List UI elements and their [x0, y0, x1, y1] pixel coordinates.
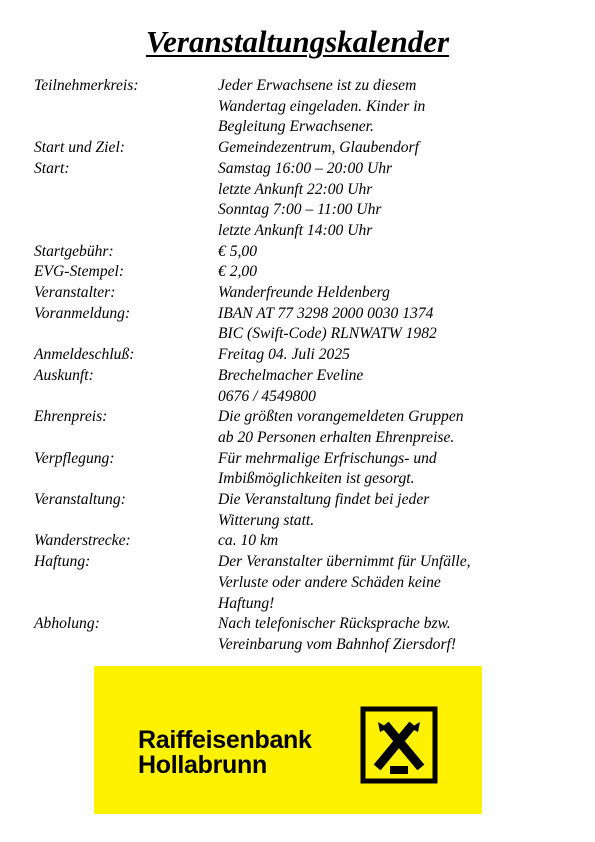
detail-value [218, 159, 574, 242]
detail-value [218, 449, 574, 490]
detail-row [34, 449, 574, 490]
detail-row [34, 407, 574, 448]
detail-value [218, 345, 574, 366]
detail-value [218, 262, 574, 283]
detail-value [218, 531, 574, 552]
detail-value-line: Imbißmöglichkeiten ist gesorgt. [218, 470, 415, 488]
sponsor-name-line2: Hollabrunn [138, 751, 267, 779]
detail-value-line: BIC (Swift-Code) RLNWATW 1982 [218, 325, 437, 343]
detail-value-line: Samstag 16:00 – 20:00 Uhr [218, 159, 393, 177]
detail-row [34, 138, 574, 159]
detail-value-line: Freitag 04. Juli 2025 [218, 346, 350, 364]
detail-value-line: letzte Ankunft 14:00 Uhr [218, 221, 373, 239]
sponsor-name [138, 728, 312, 778]
detail-value [218, 138, 574, 159]
detail-row [34, 262, 574, 283]
detail-value [218, 76, 574, 138]
detail-value-line: letzte Ankunft 22:00 Uhr [218, 180, 373, 198]
detail-value-line: Begleitung Erwachsener. [218, 118, 374, 136]
detail-label: Teilnehmerkreis: [34, 77, 139, 94]
detail-row [34, 159, 574, 242]
detail-value-line: IBAN AT 77 3298 2000 0030 1374 [218, 304, 434, 322]
detail-label: Voranmeldung: [34, 304, 131, 322]
detail-value-line: Witterung statt. [218, 511, 315, 529]
detail-value [218, 366, 574, 407]
sponsor-banner [94, 666, 482, 814]
detail-row [34, 304, 574, 345]
detail-value-line: Der Veranstalter übernimmt für Unfälle, [218, 553, 471, 571]
detail-value-line: Für mehrmalige Erfrischungs- und [218, 449, 437, 467]
detail-value-line: Gemeindezentrum, Glaubendorf [218, 139, 419, 157]
detail-label: Abholung: [34, 615, 100, 633]
detail-value-line: Wanderfreunde Heldenberg [218, 284, 390, 302]
detail-label: Wanderstrecke: [34, 532, 131, 550]
detail-label: Haftung: [34, 553, 91, 571]
detail-row [34, 552, 574, 614]
event-details [34, 76, 574, 656]
detail-label: Veranstalter: [34, 284, 116, 302]
detail-label: EVG-Stempel: [34, 263, 125, 281]
detail-value-line: Brechelmacher Eveline [218, 366, 364, 384]
detail-value-line: Die größten vorangemeldeten Gruppen [218, 408, 464, 426]
detail-row [34, 614, 574, 655]
detail-value [218, 283, 574, 304]
detail-row [34, 345, 574, 366]
detail-label: Anmeldeschluß: [34, 346, 135, 364]
sponsor-name-line1: Raiffeisenbank [138, 726, 312, 754]
detail-row [34, 366, 574, 407]
detail-label: Startgebühr: [34, 242, 114, 260]
detail-row [34, 490, 574, 531]
detail-row [34, 531, 574, 552]
detail-value-line: Nach telefonischer Rücksprache bzw. [218, 615, 451, 633]
page-title: Veranstaltungskalender [145, 24, 450, 59]
detail-value [218, 614, 574, 655]
detail-value-line: ab 20 Personen erhalten Ehrenpreise. [218, 428, 455, 446]
detail-value-line: Verluste oder andere Schäden keine [218, 573, 441, 591]
detail-value [218, 490, 574, 531]
detail-label: Verpflegung: [34, 449, 115, 467]
detail-value-line: Sonntag 7:00 – 11:00 Uhr [218, 201, 382, 219]
detail-value-line: Jeder Erwachsene ist zu diesem [218, 77, 417, 94]
detail-row [34, 76, 574, 138]
detail-label: Veranstaltung: [34, 491, 126, 509]
detail-value-line: Wandertag eingeladen. Kinder in [218, 97, 426, 115]
detail-row [34, 242, 574, 263]
detail-row [34, 283, 574, 304]
detail-value [218, 552, 574, 614]
detail-label: Ehrenpreis: [34, 408, 108, 426]
raiffeisen-logo-icon [360, 706, 438, 784]
detail-value [218, 242, 574, 263]
detail-label: Start und Ziel: [34, 139, 125, 157]
detail-value-line: Die Veranstaltung findet bei jeder [218, 491, 430, 509]
detail-value [218, 304, 574, 345]
detail-label: Auskunft: [34, 366, 94, 384]
detail-value [218, 407, 574, 448]
detail-value-line: € 5,00 [218, 242, 257, 260]
detail-label: Start: [34, 159, 70, 177]
detail-value-line: ca. 10 km [218, 532, 279, 550]
detail-value-line: Vereinbarung vom Bahnhof Ziersdorf! [218, 635, 457, 653]
detail-value-line: € 2,00 [218, 263, 257, 281]
detail-value-line: 0676 / 4549800 [218, 387, 316, 405]
detail-value-line: Haftung! [218, 594, 275, 612]
